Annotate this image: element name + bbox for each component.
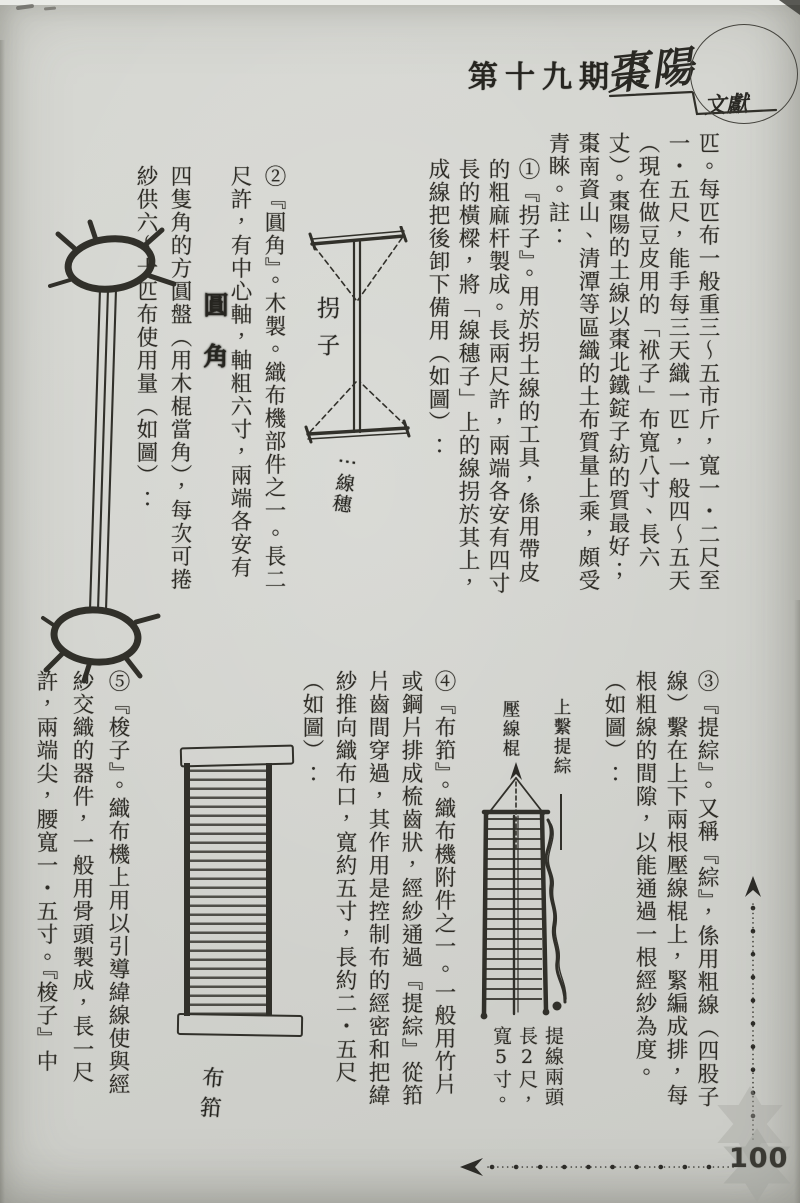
dotted-line-horizontal [452,1152,752,1182]
figure-bukou-cap-bottom [177,1013,303,1037]
paragraph-note1-guaizi: ①『拐子』。用於拐土線的工具，係用帶皮的粗麻杆製成。長兩尺許，兩端各安有四寸長的橫樑，將「線穗子」上的線拐於其上，成線把後卸下備用（如圖）： [425,158,540,595]
speck-top-left-2 [44,6,56,10]
page-number: 100 [729,1143,789,1174]
paragraph-intro: 匹。每匹布一般重三～五市斤，寬一・二尺至一・五尺，能手每三天織一匹，一般四～五天（現在做豆皮用的「袱子」布寬八寸、長六丈）。棗陽的土線以棗北鐵錠子紡的質最好；棗南資山、清潭等區織的土布質量上乘，頗受青睞。註： [545,132,720,592]
paragraph-note2-left: 四隻角的方圓盤（用木棍當角），每次可捲紗供六～十匹布使用量（如圖）： [133,165,192,592]
figure-guaizi-thread-label: ⋮線穗 [328,450,360,517]
scan-left-edge-shadow [0,40,5,1203]
figure-yuanjiao-label: 圓角 [200,292,229,394]
figure-tizong-label-right: 上繫提綜 [551,698,571,776]
scan-top-margin [0,0,800,5]
text-block-intro-and-note1 [420,132,722,599]
brand-logo-circle [690,24,798,124]
figure-tizong-caption: 提線兩頭長2尺，寬5寸。 [490,1026,564,1110]
figure-tizong-drawing [468,742,588,1032]
paragraph-note2-right: ②『圓角』。木製。織布機部件之一。長二尺許，有中心軸，軸粗六寸，兩端各安有 [227,165,286,592]
figure-bukou-body [184,763,272,1016]
figure-tizong-label-left: 壓線棍 [500,700,520,759]
text-block-note5-suozi [25,670,135,1115]
issue-number: 第十九期 [468,60,616,95]
corner-mark-top-right [779,0,800,15]
scan-right-edge-shadow [794,600,800,1203]
paragraph-note5: ⑤『梭子』。織布機上用以引導緯線使與經紗交織的器件，一般用骨頭製成，長一尺許，兩端尖，腰寬一・五寸。『梭子』中 [33,670,130,1097]
paragraph-note3: ③『提綜』。又稱『綜』，係用粗線（四股子線）繫在上下兩根壓線棍上，緊編成排，每根粗線的間隙，以能通過一根經紗為度。（如圖）： [601,670,719,1109]
paragraph-note4: ④『布筘』。織布機附件之一。一般用竹片或鋼片排成梳齒狀，經紗通過『提綜』從筘片齒間穿過，其作用是控制布的經密和把緯紗推向織布口，寬約五寸，長約二・五尺（如圖）： [299,670,456,1107]
brand-logo-main: 棗陽 [603,41,699,100]
figure-bukou-label: 布筘 [194,1065,225,1127]
speck-top-left-1 [16,4,34,10]
brand-logo-sub: 文獻 [703,90,749,120]
figure-yuanjiao-drawing [40,218,230,688]
text-block-note3-tizong [598,670,722,1115]
text-block-note4-bukou [295,670,460,1115]
figure-guaizi-label: 拐子 [313,296,339,370]
